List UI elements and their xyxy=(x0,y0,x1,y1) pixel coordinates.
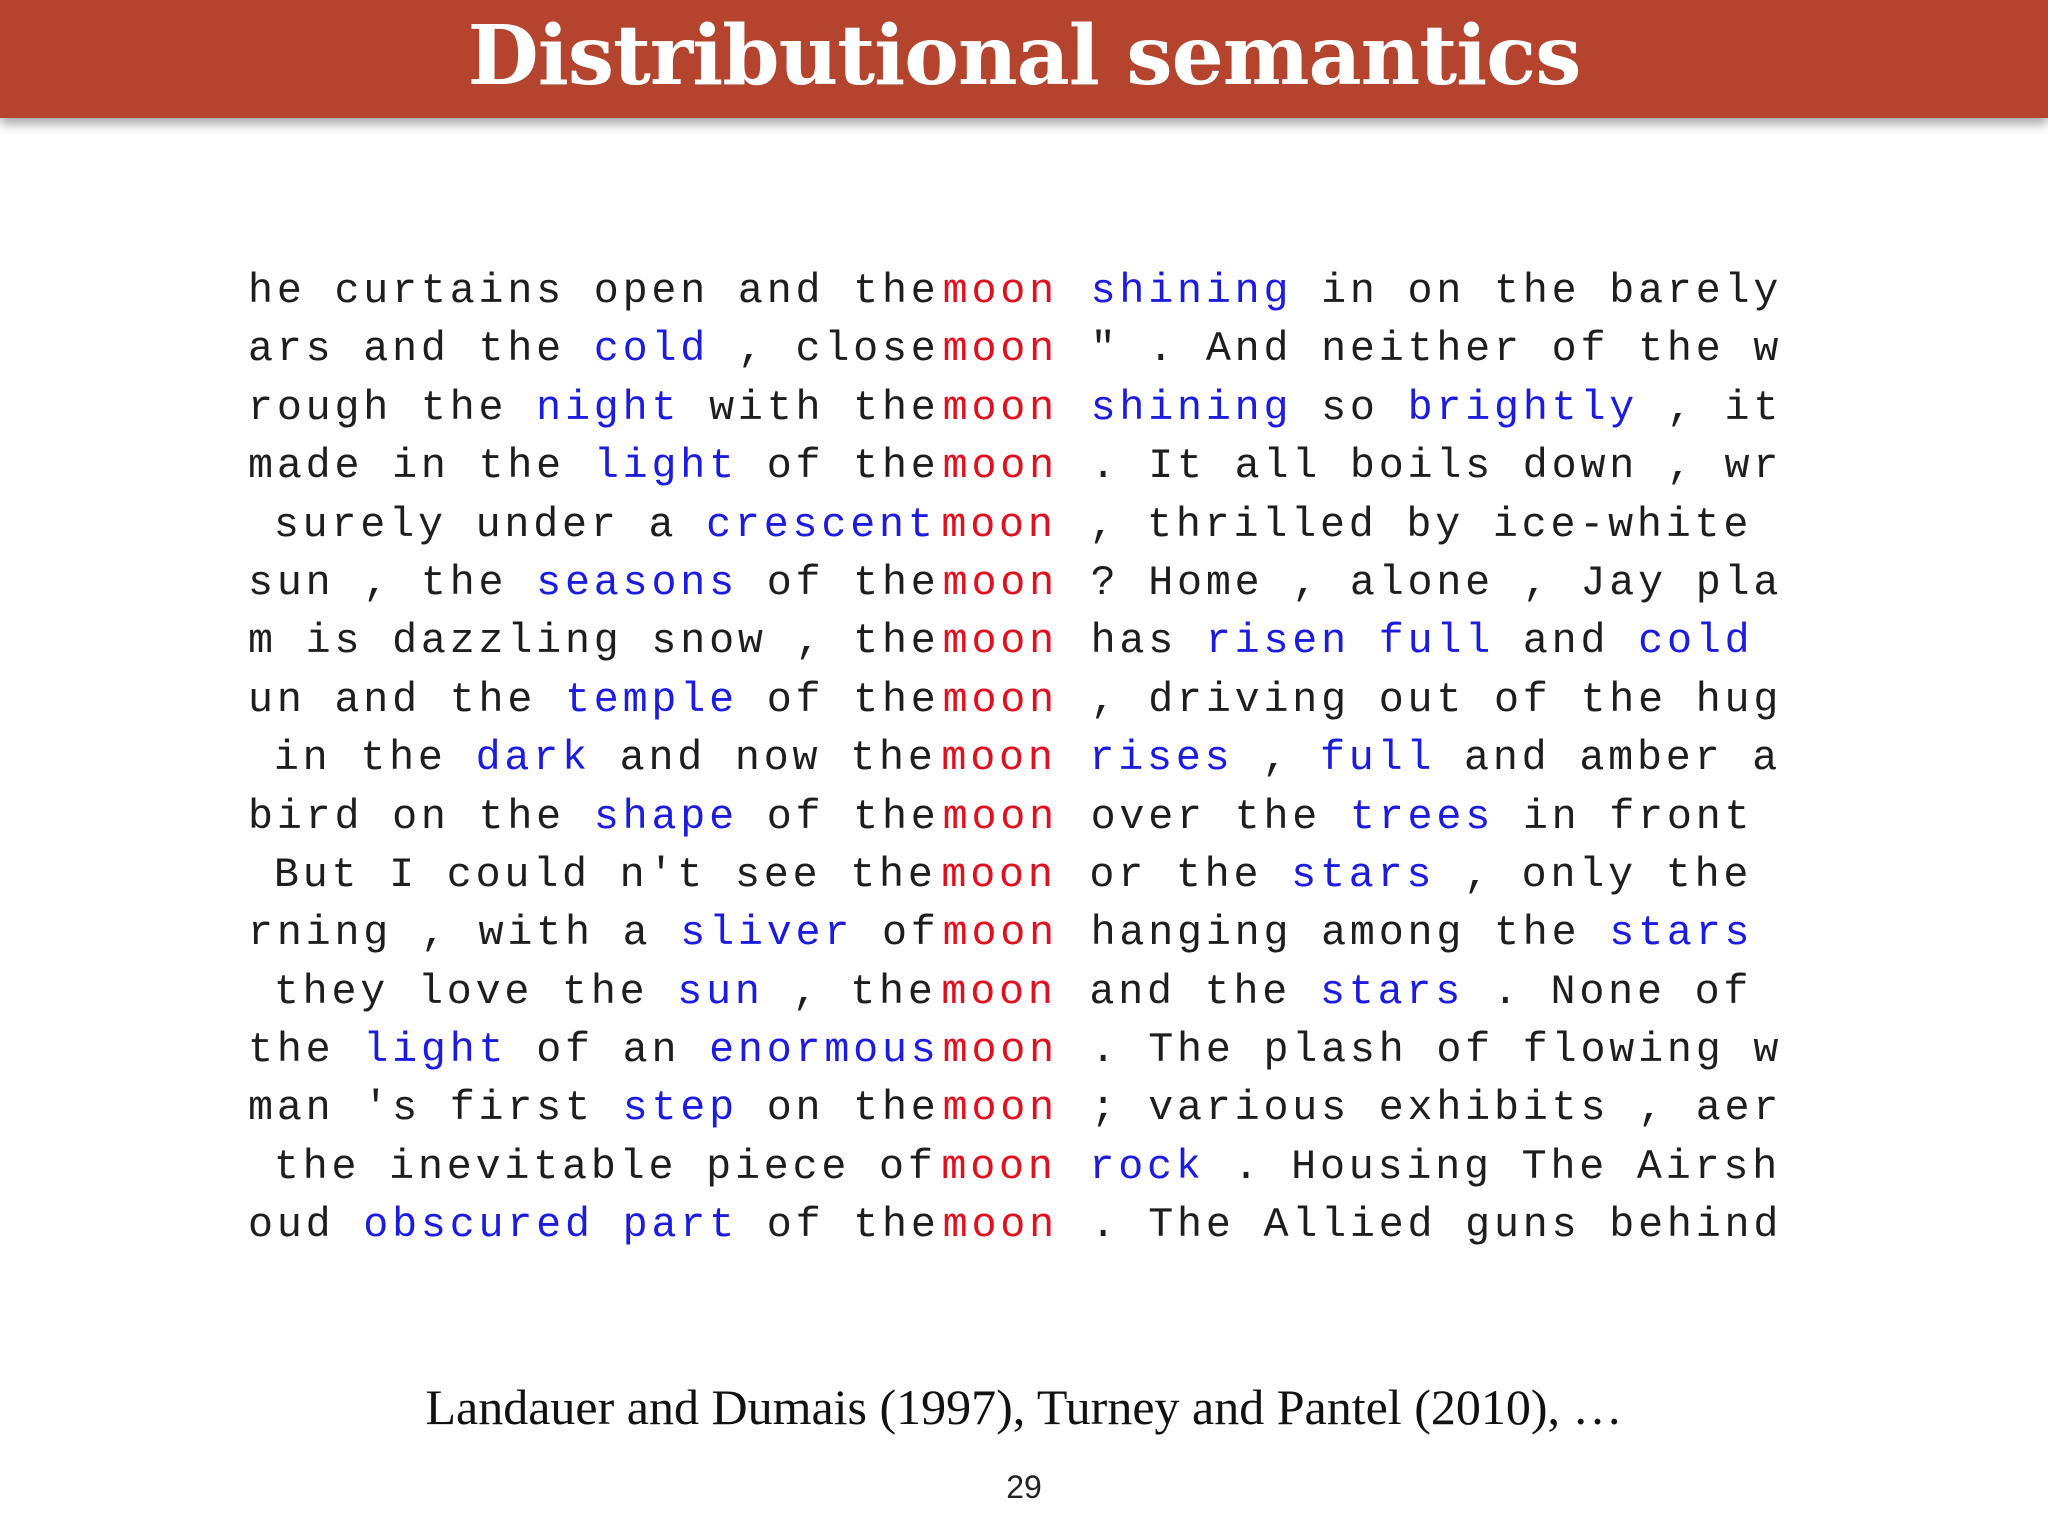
context-word: part xyxy=(622,1201,738,1250)
context-word: enormous xyxy=(709,1026,940,1075)
context-text: rough the xyxy=(248,383,537,432)
concordance-row xyxy=(248,1079,1808,1137)
context-text: surely under a xyxy=(273,500,707,549)
concordance-row xyxy=(248,904,1808,962)
context-text: made in the xyxy=(248,442,594,491)
left-context xyxy=(248,1138,937,1196)
context-text: in the xyxy=(273,734,476,783)
context-text: and amber a xyxy=(1435,734,1782,783)
context-word: trees xyxy=(1349,792,1495,841)
concordance-row xyxy=(248,1196,1808,1254)
context-word: stars xyxy=(1609,909,1754,958)
context-text: , xyxy=(1233,734,1320,783)
concordance-row xyxy=(248,496,1808,554)
context-word: sun xyxy=(677,967,764,1016)
context-text: ? Home , alone , Jay pla xyxy=(1090,558,1783,607)
right-context xyxy=(1063,904,1808,962)
context-word: full xyxy=(1319,734,1436,783)
context-word: shape xyxy=(593,792,738,841)
context-word: brightly xyxy=(1407,383,1639,432)
keyword-moon: moon xyxy=(942,442,1058,491)
context-text: and the xyxy=(1089,967,1320,1016)
context-text: un and the xyxy=(248,675,565,724)
context-word: night xyxy=(536,383,681,432)
left-context xyxy=(248,846,937,904)
context-text: ; various exhibits , aer xyxy=(1090,1084,1783,1133)
context-word: light xyxy=(363,1026,508,1075)
context-text: , it xyxy=(1638,383,1783,432)
context-text: . Housing The Airsh xyxy=(1204,1142,1782,1191)
left-context xyxy=(248,1196,938,1254)
context-text: of the xyxy=(737,442,940,491)
context-text: man 's first xyxy=(248,1084,623,1133)
context-text: bird on the xyxy=(248,792,594,841)
concordance-row xyxy=(248,1021,1808,1079)
context-text: , only the xyxy=(1435,850,1753,899)
keyword-moon: moon xyxy=(942,675,1058,724)
concordance-row xyxy=(248,671,1808,729)
context-text: . The plash of flowing w xyxy=(1090,1026,1783,1075)
context-text: But I could n't see the xyxy=(273,850,937,899)
keyword-moon: moon xyxy=(942,267,1058,315)
left-context xyxy=(248,554,938,612)
context-text xyxy=(1350,617,1379,665)
context-text: , the xyxy=(763,967,937,1016)
right-context xyxy=(1063,671,1808,729)
concordance-row xyxy=(248,437,1808,495)
keyword-moon: moon xyxy=(942,558,1058,607)
keyword-moon: moon xyxy=(941,500,1057,549)
right-context xyxy=(1061,496,1808,554)
keyword-moon: moon xyxy=(942,909,1058,958)
context-word: full xyxy=(1378,617,1495,666)
right-context xyxy=(1061,1138,1808,1196)
context-text: on the xyxy=(737,1084,940,1133)
left-context xyxy=(248,788,938,846)
concordance-row xyxy=(248,788,1808,846)
left-context xyxy=(248,729,937,787)
title-bar xyxy=(0,0,2048,118)
context-text xyxy=(594,1201,623,1249)
context-text: he curtains open and the xyxy=(248,267,969,315)
context-text: , close xyxy=(709,325,940,374)
left-context xyxy=(248,904,938,962)
context-word: dark xyxy=(475,734,591,783)
context-text: . The Allied guns behind xyxy=(1090,1201,1783,1250)
context-text: m is dazzling snow , the xyxy=(248,617,940,666)
concordance-row xyxy=(248,612,1808,670)
right-context xyxy=(1063,1021,1808,1079)
keyword-moon: moon xyxy=(941,967,1057,1016)
keyword-moon: moon xyxy=(942,792,1058,841)
left-context xyxy=(248,612,938,670)
context-word: light xyxy=(593,442,738,491)
right-context xyxy=(1061,729,1808,787)
context-word: shining xyxy=(1090,267,1293,315)
left-context xyxy=(248,1021,938,1079)
context-text: the xyxy=(248,1026,364,1075)
concordance-row xyxy=(248,963,1808,1021)
slide-title: Distributional semantics xyxy=(467,8,1581,104)
context-text: . It all boils down , wr xyxy=(1090,442,1783,491)
right-context xyxy=(1061,846,1808,904)
right-context xyxy=(1063,320,1808,378)
page-number: 29 xyxy=(1006,1469,1042,1505)
context-text: of an xyxy=(507,1026,710,1075)
context-text: , driving out of the hug xyxy=(1090,675,1783,724)
context-text: or the xyxy=(1089,850,1292,899)
context-word: cold xyxy=(593,325,710,374)
citation: Landauer and Dumais (1997), Turney and Pantel (2010), … xyxy=(425,1379,1623,1435)
context-text: . None of xyxy=(1464,967,1753,1016)
keyword-moon: moon xyxy=(942,1026,1058,1075)
left-context xyxy=(248,379,938,437)
context-word: stars xyxy=(1291,850,1436,899)
right-context xyxy=(1063,1196,1808,1254)
concordance-row xyxy=(248,320,1808,378)
left-context xyxy=(248,437,938,495)
right-context xyxy=(1063,612,1808,670)
keyword-moon: moon xyxy=(941,1142,1057,1191)
context-text: " . And neither of the w xyxy=(1090,325,1783,374)
right-context xyxy=(1063,788,1808,846)
context-text: rning , with a xyxy=(248,909,681,958)
context-word: sliver xyxy=(680,909,854,958)
right-context xyxy=(1063,379,1808,437)
context-text: sun , the xyxy=(248,558,537,607)
concordance-table xyxy=(248,262,1808,1255)
context-text: , thrilled by ice-white xyxy=(1089,500,1753,549)
context-text: in on the barely xyxy=(1292,267,1783,315)
concordance-row xyxy=(248,554,1808,612)
context-word: step xyxy=(622,1084,738,1133)
context-word: cold xyxy=(1638,617,1754,666)
keyword-moon: moon xyxy=(942,325,1058,374)
left-context xyxy=(248,320,938,378)
context-text: oud xyxy=(248,1201,364,1250)
context-text: of the xyxy=(737,558,940,607)
left-context xyxy=(248,1079,938,1137)
right-context xyxy=(1063,437,1808,495)
context-word: temple xyxy=(564,675,738,724)
context-text: of xyxy=(853,909,940,958)
context-word: stars xyxy=(1319,967,1465,1016)
concordance-row xyxy=(248,379,1808,437)
context-word: rises xyxy=(1089,734,1234,783)
right-context xyxy=(1063,262,1808,320)
context-text: over the xyxy=(1090,792,1350,841)
context-text: with the xyxy=(680,383,940,432)
context-text: and xyxy=(1494,617,1639,666)
context-text: and now the xyxy=(590,734,937,783)
keyword-moon: moon xyxy=(942,383,1058,432)
keyword-moon: moon xyxy=(942,617,1058,666)
context-word: risen xyxy=(1205,617,1350,666)
right-context xyxy=(1063,1079,1808,1137)
context-word: obscured xyxy=(363,1201,594,1250)
concordance-row xyxy=(248,262,1808,320)
context-word: seasons xyxy=(536,558,738,607)
context-text: of the xyxy=(737,675,940,724)
right-context xyxy=(1061,963,1808,1021)
keyword-moon: moon xyxy=(941,850,1057,899)
context-word: shining xyxy=(1090,383,1293,432)
context-text: of the xyxy=(737,1201,940,1250)
context-word: rock xyxy=(1089,1142,1205,1191)
context-text: they love the xyxy=(273,967,678,1016)
keyword-moon: moon xyxy=(942,1201,1058,1250)
context-word: crescent xyxy=(706,500,937,549)
concordance-row xyxy=(248,1138,1808,1196)
context-text: of the xyxy=(737,792,940,841)
left-context xyxy=(248,671,938,729)
left-context xyxy=(248,262,969,320)
left-context xyxy=(248,963,937,1021)
context-text: hanging among the xyxy=(1090,909,1610,958)
concordance-row xyxy=(248,846,1808,904)
keyword-moon: moon xyxy=(941,734,1057,783)
context-text: so xyxy=(1292,383,1408,432)
context-text: has xyxy=(1090,617,1206,666)
context-text: the inevitable piece of xyxy=(273,1142,937,1191)
right-context xyxy=(1063,554,1808,612)
concordance-row xyxy=(248,729,1808,787)
left-context xyxy=(248,496,937,554)
context-text: ars and the xyxy=(248,325,594,374)
context-text: in front xyxy=(1494,792,1754,841)
keyword-moon: moon xyxy=(942,1084,1058,1133)
